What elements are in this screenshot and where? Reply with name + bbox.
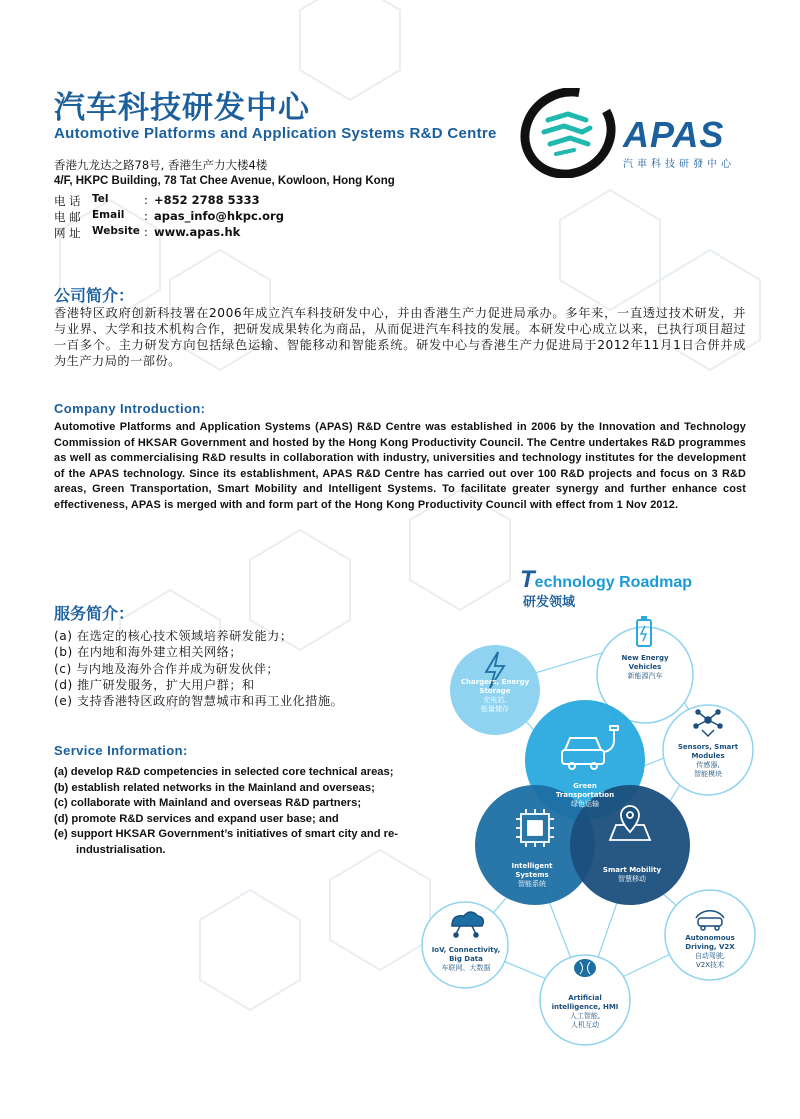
label-artificial-intelligence [545,994,625,1030]
list-item: (a) 在选定的核心技术领域培养研发能力； [54,629,293,643]
node-label-cn: 人机互动 [571,1021,599,1029]
label-autonomous-driving [670,934,750,970]
logo-subtitle: 汽車科技研發中心 [623,159,735,170]
contact-separator: : [144,193,148,207]
node-label-cn: 传感器, [696,761,720,769]
chip-icon [516,809,554,847]
service-list-en [54,765,464,859]
node-label-cn: V2X技术 [695,961,725,969]
node-label-en: IoV, Connectivity, Big Data [431,946,501,963]
label-new-energy-vehicles [605,654,685,681]
node-label-cn: 车联网、大数据 [441,964,491,972]
address-en: 4/F, HKPC Building, 78 Tat Chee Avenue, Kowloon, Hong Kong [54,175,395,187]
roadmap-subtitle: 研发领域 [523,595,576,610]
contact-label-cn: 电 邮 [54,210,81,224]
node-label-cn: 智能系统 [518,880,546,888]
list-item: (b) establish related networks in the Mainland and overseas; [54,781,375,794]
list-item: (c) collaborate with Mainland and overseas R&D partners; [54,797,362,810]
company-text-cn: 香港特区政府创新科技署在2006年成立汽车科技研发中心，并由香港生产力促进局承办。多年来，一直透过技术研发，并与业界、大学和技术机构合作，把研发成果转化为商品，从而促进汽车科技的发展。本研发中心成立以来，已执行项目超过一百多个。主力研发方向包括绿色运输、智能移动和智能系统。研发中心与香港生产力促进局于2012年11月1日合併并成为生产力局的一部份。 [54,306,746,368]
email-link[interactable]: apas_info@hkpc.org [154,209,284,223]
node-label-cn: 新能源汽车 [627,672,663,680]
node-label-en: Autonomous Driving, V2X [685,934,735,951]
node-label-cn: 人工智能, [569,1012,601,1020]
label-chargers-energy-storage [455,678,535,714]
roadmap-title-initial: T [520,566,535,593]
roadmap-title [520,566,692,594]
address-cn: 香港九龙达之路78号, 香港生产力大楼4楼 [54,158,268,172]
node-label-cn: 自动驾驶, [694,952,726,960]
service-heading-cn: 服务简介： [54,604,135,623]
page-title-cn: 汽车科技研发中心 [54,90,310,126]
node-iov-connectivity [422,902,508,988]
contact-label-en: Tel [92,193,109,205]
list-item: (c) 与内地及海外合作并成为研发伙伴； [54,661,280,676]
list-item: (e) 支持香港特区政府的智慧城市和再工业化措施。 [54,694,344,709]
list-item: (b) 在内地和海外建立相关网络； [54,645,243,660]
page-title-en: Automotive Platforms and Application Systems R&D Centre [54,125,497,142]
website-link[interactable]: www.apas.hk [154,225,241,239]
roadmap-title-rest: echnology Roadmap [534,574,693,591]
contact-separator: : [144,209,148,223]
list-item: (d) 推广研发服务，扩大用户群；和 [54,677,255,692]
node-label-en: Artificial intelligence, HMI [551,994,619,1011]
node-label-en: Sensors, Smart Modules [677,743,739,760]
node-label-cn: 智慧移动 [618,875,646,883]
node-label-cn: 智能模块 [694,770,722,778]
contact-separator: : [144,225,148,239]
label-green-transportation [545,782,625,809]
node-label-en: Chargers, Energy Storage [460,678,530,695]
brain-icon [574,959,596,977]
apas-swirl-logo-icon [520,88,626,178]
list-item: (d) promote R&D services and expand user base; and [54,812,339,825]
tel-value: +852 2788 5333 [154,193,260,207]
contact-tel [54,193,260,209]
company-heading-en: Company Introduction: [54,401,206,416]
contact-label-en: Website [92,225,140,237]
node-label-en: New Energy Vehicles [621,654,669,671]
label-smart-mobility [592,866,672,884]
node-label-cn: 绿色运输 [571,800,599,808]
label-intelligent-systems [502,862,562,889]
contact-label-cn: 电 话 [54,194,81,208]
list-item: (a) develop R&D competencies in selected core technical areas; [54,766,394,778]
company-heading-cn: 公司简介： [54,286,135,305]
node-label-en: Intelligent Systems [511,862,553,879]
service-heading-en: Service Information: [54,743,188,758]
company-text-en: Automotive Platforms and Application Systems (APAS) R&D Centre was established in 2006 by the Innovation and Technology Commission of HKSAR Government and hosted by the Hong Kong Productivity Council. The Centre undertakes R&D programmes as well as commercialising R&D results in collaboration with industry, universities and technology institutes for the development of the APAS technology. Since its establishment, APAS R&D Centre has carried out over 100 R&D projects and focus on 3 R&D areas, Green Transportation, Smart Mobility and Intelligent Systems. To facilitate greater synergy and further enhance cost effectiveness, APAS is merged with and form part of the Hong Kong Productivity Council with effect from 1 Nov 2012. [54,421,746,511]
node-label-cn: 充电站, [483,696,507,704]
contact-label-cn: 网 址 [54,226,81,240]
logo-name: APAS [623,114,725,155]
list-item: (e) support HKSAR Government’s initiatives of smart city and re-industrialisation. [54,828,398,856]
contact-email [54,209,284,225]
label-iov-connectivity [428,946,504,973]
node-label-en: Smart Mobility [602,866,662,874]
node-label-en: Green Transportation [555,782,615,799]
contact-label-en: Email [92,209,125,221]
node-label-cn: 能量储存 [481,705,509,713]
service-list-cn [54,628,343,709]
contact-website [54,225,240,241]
technology-roadmap-diagram [420,600,800,1060]
label-sensors-smart-modules [668,743,748,779]
